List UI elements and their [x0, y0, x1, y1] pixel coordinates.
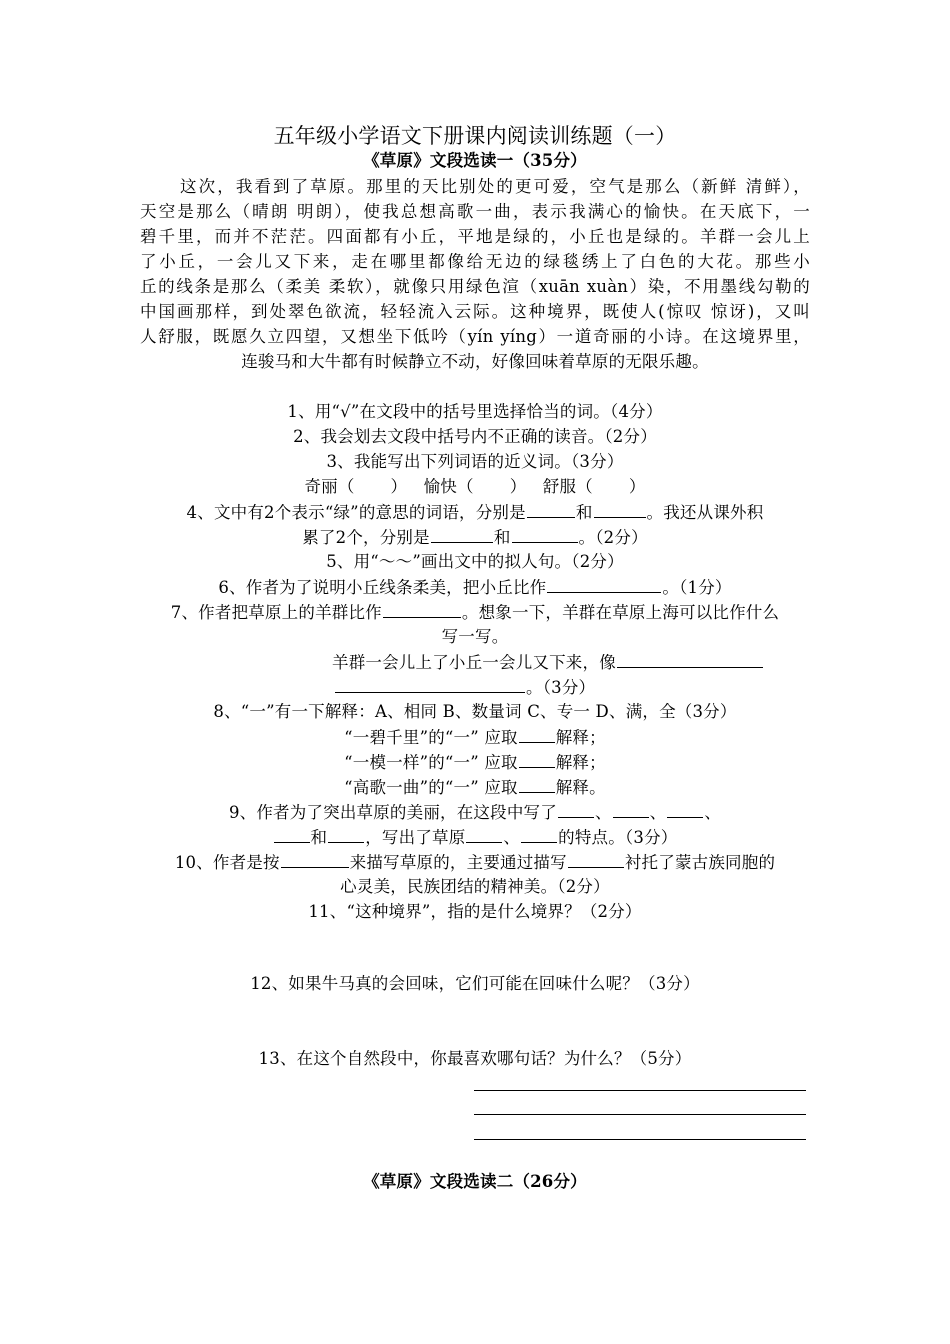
question-6: 6、作者为了说明小丘线条柔美，把小丘比作 。（1分） — [140, 575, 810, 600]
question-13: 13、在这个自然段中，你最喜欢哪句话？为什么？（5分） — [258, 1049, 692, 1068]
answer-blank[interactable] — [274, 825, 310, 843]
answer-line[interactable] — [474, 1090, 806, 1091]
answer-blank[interactable] — [519, 725, 555, 743]
answer-blank[interactable] — [617, 650, 763, 668]
answer-blank[interactable] — [547, 575, 661, 593]
answer-line[interactable] — [474, 1114, 806, 1115]
answer-blank[interactable] — [335, 675, 525, 693]
question-4: 4、文中有2个表示“绿”的意思的词语，分别是 和 。我还从课外积 — [140, 500, 810, 525]
answer-blank[interactable] — [383, 600, 461, 618]
question-5: 5、用“～～”画出文中的拟人句。（2分） — [326, 552, 624, 571]
question-7-prompt: 羊群一会儿上了小丘一会儿又下来，像 — [332, 650, 810, 675]
answer-blank[interactable] — [466, 825, 502, 843]
question-9: 9、作者为了突出草原的美丽，在这段中写了 、 、 、 — [140, 800, 810, 825]
question-11: 11、“这种境界”，指的是什么境界？（2分） — [308, 902, 642, 921]
answer-blank[interactable] — [613, 800, 649, 818]
question-8-item: “一碧千里”的“一” 应取 解释； — [140, 725, 810, 750]
answer-blank[interactable] — [281, 850, 349, 868]
answer-blank[interactable] — [519, 775, 555, 793]
passage-line: 连骏马和大牛都有时候静立不动，好像回味着草原的无限乐趣。 — [241, 352, 709, 371]
answer-blank[interactable] — [558, 800, 594, 818]
question-2: 2、我会划去文段中括号内不正确的读音。（2分） — [293, 427, 657, 446]
passage-line: 人舒服，既愿久立四望，又想坐下低吟（yín yíng）一道奇丽的小诗。在这境界里， — [140, 327, 810, 346]
question-9-cont: 和 ，写出了草原 、 的特点。（3分） — [140, 825, 810, 850]
question-10: 10、作者是按 来描写草原的，主要通过描写 衬托了蒙古族同胞的 — [140, 850, 810, 875]
answer-blank[interactable] — [521, 825, 557, 843]
answer-blank[interactable] — [527, 500, 575, 518]
question-7-end: 。（3分） — [334, 675, 810, 700]
passage-line: 天空是那么（晴朗 明朗），使我总想高歌一曲，表示我满心的愉快。在天底下，一 — [140, 202, 810, 221]
question-8: 8、“一”有一下解释：A、相同 B、数量词 C、专一 D、满，全（3分） — [213, 702, 737, 721]
passage-line: 中国画那样，到处翠色欲流，轻轻流入云际。这种境界，既使人(惊叹 惊讶)，又叫 — [140, 302, 810, 321]
passage-line: 丘的线条是那么（柔美 柔软），就像只用绿色渲（xuān xuàn）染，不用墨线勾勒的 — [140, 277, 810, 296]
passage-line: 了小丘，一会儿又下来，走在哪里都像给无边的绿毯绣上了白色的大花。那些小 — [140, 252, 810, 271]
passage-line: 这次，我看到了草原。那里的天比别处的更可爱，空气是那么（新鲜 清鲜）， — [180, 177, 810, 196]
question-3-items: 奇丽（ ） 愉快（ ） 舒服（ ） — [304, 477, 646, 496]
question-1: 1、用“√”在文段中的括号里选择恰当的词。（4分） — [287, 402, 663, 421]
answer-blank[interactable] — [667, 800, 703, 818]
question-8-item: “一模一样”的“一” 应取 解释； — [140, 750, 810, 775]
question-3: 3、我能写出下列词语的近义词。（3分） — [326, 452, 624, 471]
question-4-cont: 累了2个，分别是 和 。（2分） — [140, 525, 810, 550]
question-7: 7、作者把草原上的羊群比作 。想象一下，羊群在草原上海可以比作什么 — [140, 600, 810, 625]
answer-blank[interactable] — [431, 525, 493, 543]
question-12: 12、如果牛马真的会回味，它们可能在回味什么呢？（3分） — [250, 974, 700, 993]
section-heading-1: 《草原》文段选读一（35分） — [363, 151, 587, 170]
question-8-item: “高歌一曲”的“一” 应取 解释。 — [140, 775, 810, 800]
answer-line[interactable] — [474, 1139, 806, 1140]
passage-line: 碧千里，而并不茫茫。四面都有小丘，平地是绿的，小丘也是绿的。羊群一会儿上 — [140, 227, 810, 246]
answer-blank[interactable] — [519, 750, 555, 768]
section-heading-2: 《草原》文段选读二（26分） — [363, 1172, 587, 1191]
question-10-cont: 心灵美，民族团结的精神美。（2分） — [340, 877, 610, 896]
answer-blank[interactable] — [328, 825, 364, 843]
page-title: 五年级小学语文下册课内阅读训练题（一） — [273, 124, 677, 148]
answer-blank[interactable] — [594, 500, 646, 518]
answer-blank[interactable] — [568, 850, 624, 868]
question-7-cont: 写一写。 — [441, 627, 509, 646]
answer-blank[interactable] — [512, 525, 578, 543]
